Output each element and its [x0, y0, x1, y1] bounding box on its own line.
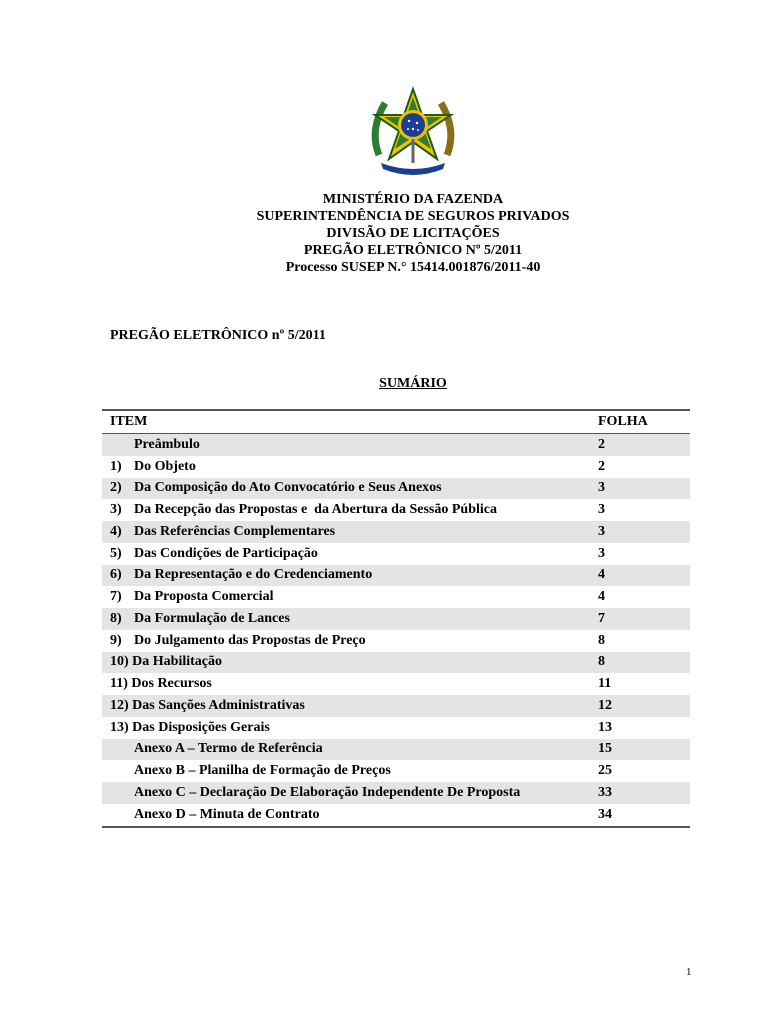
table-row	[102, 521, 690, 543]
toc-row-label: Preâmbulo	[134, 436, 200, 452]
toc-row-number: 6)	[110, 567, 122, 583]
table-row	[102, 630, 690, 652]
toc-row-folha: 3	[598, 523, 605, 539]
toc-row-label: Da Composição do Ato Convocatório e Seus Anexos	[134, 480, 442, 496]
table-row	[102, 652, 690, 674]
header-line-division: DIVISÃO DE LICITAÇÕES	[326, 226, 500, 241]
summary-heading: SUMÁRIO	[379, 376, 447, 391]
table-row	[102, 782, 690, 804]
toc-row-number: 1)	[110, 458, 122, 474]
toc-row-folha: 34	[598, 806, 612, 822]
toc-row-label: Da Formulação de Lances	[134, 610, 290, 626]
toc-row-label: Da Recepção das Propostas e da Abertura da Sessão Pública	[134, 502, 497, 518]
brazil-coat-of-arms-icon	[365, 85, 461, 177]
table-row	[102, 608, 690, 630]
toc-row-folha: 8	[598, 632, 605, 648]
toc-row-number: 7)	[110, 589, 122, 605]
table-row	[102, 695, 690, 717]
toc-row-number: 4)	[110, 523, 122, 539]
toc-row-folha: 25	[598, 763, 612, 779]
toc-row-label: Anexo D – Minuta de Contrato	[134, 806, 320, 822]
toc-row-number: 8)	[110, 610, 122, 626]
toc-row-folha: 3	[598, 545, 605, 561]
table-row	[102, 717, 690, 739]
toc-row-folha: 8	[598, 654, 605, 670]
header-line-ministry: MINISTÉRIO DA FAZENDA	[322, 192, 504, 207]
table-row	[102, 586, 690, 608]
toc-row-folha: 7	[598, 610, 605, 626]
table-row	[102, 478, 690, 500]
toc-row-folha: 4	[598, 567, 605, 583]
toc-row-label: Anexo A – Termo de Referência	[134, 741, 323, 757]
toc-row-label: 11) Dos Recursos	[110, 676, 212, 692]
table-row	[102, 543, 690, 565]
toc-row-folha: 15	[598, 741, 612, 757]
toc-row-number: 3)	[110, 502, 122, 518]
table-row	[102, 804, 690, 826]
header-line-process: Processo SUSEP N.° 15414.001876/2011-40	[285, 260, 541, 275]
toc-row-folha: 13	[598, 719, 612, 735]
table-row	[102, 434, 690, 456]
toc-row-number	[110, 437, 134, 453]
toc-row-label: Das Condições de Participação	[134, 545, 318, 561]
toc-row-number: 5)	[110, 545, 122, 561]
document-header	[0, 191, 770, 276]
table-of-contents	[102, 409, 690, 828]
toc-header-row	[102, 411, 690, 434]
toc-row-folha: 2	[598, 436, 605, 452]
toc-row-folha: 3	[598, 502, 605, 518]
toc-row-folha: 4	[598, 589, 605, 605]
toc-header-item: ITEM	[110, 414, 148, 429]
toc-row-folha: 2	[598, 458, 605, 474]
toc-row-label: Do Objeto	[134, 458, 196, 474]
toc-row-label: Anexo C – Declaração De Elaboração Independente De Proposta	[134, 784, 521, 800]
toc-row-label: 12) Das Sanções Administrativas	[110, 697, 305, 713]
toc-row-number: 9)	[110, 632, 122, 648]
table-row	[102, 456, 690, 478]
table-row	[102, 760, 690, 782]
header-line-superintendency: SUPERINTENDÊNCIA DE SEGUROS PRIVADOS	[256, 209, 570, 224]
toc-row-label: Anexo B – Planilha de Formação de Preços	[134, 763, 391, 779]
toc-row-label: Da Representação e do Credenciamento	[134, 567, 373, 583]
toc-row-label: Da Proposta Comercial	[134, 589, 274, 605]
table-row	[102, 673, 690, 695]
table-row	[102, 739, 690, 761]
toc-row-label: 13) Das Disposições Gerais	[110, 719, 270, 735]
toc-row-label: Das Referências Complementares	[134, 523, 336, 539]
toc-row-folha: 3	[598, 480, 605, 496]
toc-row-folha: 11	[598, 676, 612, 692]
toc-row-folha: 33	[598, 784, 612, 800]
toc-row-label: Do Julgamento das Propostas de Preço	[134, 632, 366, 648]
document-title: PREGÃO ELETRÔNICO nº 5/2011	[110, 328, 326, 343]
toc-row-number: 2)	[110, 480, 122, 496]
table-row	[102, 499, 690, 521]
toc-row-folha: 12	[598, 697, 612, 713]
page-number: 1	[686, 966, 692, 978]
toc-row-label: 10) Da Habilitação	[110, 654, 222, 670]
header-line-auction: PREGÃO ELETRÔNICO Nº 5/2011	[303, 243, 523, 258]
table-row	[102, 565, 690, 587]
toc-header-folha: FOLHA	[598, 414, 648, 429]
